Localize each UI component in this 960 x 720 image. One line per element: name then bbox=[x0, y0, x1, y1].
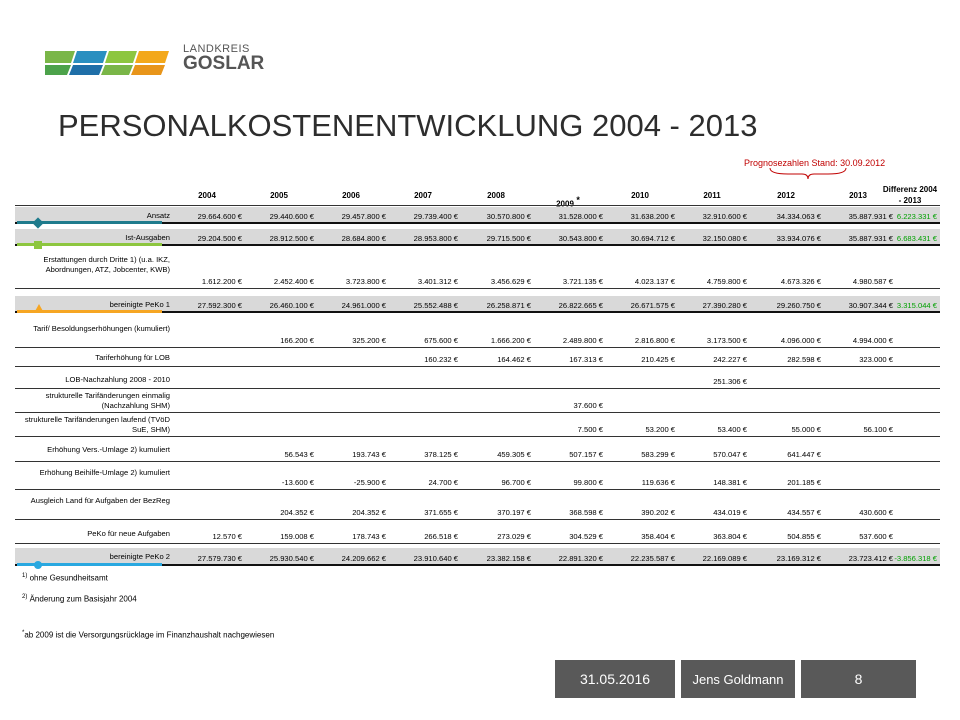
table-cell: 29.260.750 € bbox=[776, 301, 821, 310]
column-header-2010: 2010 bbox=[631, 191, 649, 200]
table-cell: 24.700 € bbox=[428, 478, 458, 487]
row-label: PeKo für neue Aufgaben bbox=[87, 529, 170, 538]
table-cell: 25.552.488 € bbox=[413, 301, 458, 310]
table-cell: 22.891.320 € bbox=[558, 554, 603, 563]
page-title: PERSONALKOSTENENTWICKLUNG 2004 - 2013 bbox=[58, 108, 758, 143]
table-cell: 193.743 € bbox=[352, 450, 386, 459]
table-cell: 390.202 € bbox=[641, 508, 675, 517]
table-cell: 4.673.326 € bbox=[780, 277, 821, 286]
table-row bbox=[15, 437, 940, 462]
table-cell: 29.739.400 € bbox=[413, 212, 458, 221]
table-cell: 12.570 € bbox=[212, 532, 242, 541]
row-label: bereinigte PeKo 1 bbox=[109, 299, 170, 309]
table-cell: 204.352 € bbox=[352, 508, 386, 517]
table-cell: 7.500 € bbox=[577, 425, 603, 434]
table-cell: 370.197 € bbox=[497, 508, 531, 517]
table-row bbox=[15, 492, 940, 520]
footer-author: Jens Goldmann bbox=[681, 660, 795, 698]
logo-line2: GOSLAR bbox=[183, 53, 265, 74]
table-row bbox=[15, 251, 940, 289]
table-top-border bbox=[15, 205, 940, 206]
row-label: bereinigte PeKo 2 bbox=[109, 552, 170, 561]
difference-header-line: - 2013 bbox=[898, 196, 922, 205]
table-cell: 55.000 € bbox=[791, 425, 821, 434]
landkreis-goslar-logo bbox=[45, 41, 265, 81]
table-cell: 160.232 € bbox=[424, 355, 458, 364]
table-cell: 3.723.800 € bbox=[345, 277, 386, 286]
column-header-2013: 2013 bbox=[849, 191, 867, 200]
table-cell: 570.047 € bbox=[713, 450, 747, 459]
table-cell: 53.200 € bbox=[645, 425, 675, 434]
row-label: Ist-Ausgaben bbox=[125, 232, 170, 242]
row-label: strukturelle Tarifänderungen laufend (TVöD SuE, SHM) bbox=[24, 415, 170, 434]
table-cell: 30.570.800 € bbox=[486, 212, 531, 221]
table-cell: 26.460.100 € bbox=[269, 301, 314, 310]
table-cell: 23.910.640 € bbox=[413, 554, 458, 563]
table-cell: 282.598 € bbox=[787, 355, 821, 364]
table-cell: 30.907.344 € bbox=[848, 301, 893, 310]
table-cell: 434.019 € bbox=[713, 508, 747, 517]
difference-cell: -3.856.318 € bbox=[894, 554, 937, 563]
table-cell: 4.096.000 € bbox=[780, 336, 821, 345]
row-label: LOB-Nachzahlung 2008 - 2010 bbox=[65, 375, 170, 384]
row-label: Erhöhung Beihilfe-Umlage 2) kumuliert bbox=[39, 468, 170, 477]
table-cell: 251.306 € bbox=[713, 377, 747, 386]
column-header-2007: 2007 bbox=[414, 191, 432, 200]
table-cell: 325.200 € bbox=[352, 336, 386, 345]
column-header-difference bbox=[879, 184, 941, 206]
table-cell: 35.887.931 € bbox=[848, 212, 893, 221]
table-cell: 266.518 € bbox=[424, 532, 458, 541]
table-cell: 3.456.629 € bbox=[490, 277, 531, 286]
table-cell: 164.462 € bbox=[497, 355, 531, 364]
row-label: Tariferhöhung für LOB bbox=[95, 352, 170, 362]
table-cell: 166.200 € bbox=[280, 336, 314, 345]
table-row bbox=[15, 229, 940, 246]
table-cell: 583.299 € bbox=[641, 450, 675, 459]
table-cell: 3.401.312 € bbox=[417, 277, 458, 286]
table-cell: 27.579.730 € bbox=[197, 554, 242, 563]
row-label: Erhöhung Vers.-Umlage 2) kumuliert bbox=[47, 444, 170, 454]
table-cell: 23.382.158 € bbox=[486, 554, 531, 563]
table-cell: 3.721.135 € bbox=[562, 277, 603, 286]
logo-line1: LANDKREIS bbox=[183, 43, 250, 55]
triangle-marker-icon bbox=[34, 304, 44, 313]
column-header-2006: 2006 bbox=[342, 191, 360, 200]
forecast-note: Prognosezahlen Stand: 30.09.2012 bbox=[744, 158, 886, 168]
table-cell: 23.169.312 € bbox=[776, 554, 821, 563]
table-row bbox=[15, 466, 940, 490]
table-cell: 28.912.500 € bbox=[269, 234, 314, 243]
table-cell: 22.235.587 € bbox=[630, 554, 675, 563]
row-label: Tarif/ Besoldungserhöhungen (kumuliert) bbox=[33, 324, 170, 333]
difference-header-line: Differenz 2004 bbox=[882, 185, 938, 194]
table-cell: 1.666.200 € bbox=[490, 336, 531, 345]
table-cell: 30.694.712 € bbox=[630, 234, 675, 243]
footnote-2: $^{2)}$ Änderung zum Basisjahr 2004 bbox=[22, 594, 137, 604]
table-cell: 368.598 € bbox=[569, 508, 603, 517]
table-cell: 242.227 € bbox=[713, 355, 747, 364]
table-cell: 363.804 € bbox=[713, 532, 747, 541]
table-row bbox=[15, 524, 940, 544]
table-row bbox=[15, 320, 940, 348]
table-cell: 4.023.137 € bbox=[634, 277, 675, 286]
table-cell: 29.715.500 € bbox=[486, 234, 531, 243]
table-cell: 25.930.540 € bbox=[269, 554, 314, 563]
table-cell: 23.723.412 € bbox=[848, 554, 893, 563]
table-cell: 29.440.600 € bbox=[269, 212, 314, 221]
table-row bbox=[15, 389, 940, 413]
table-cell: 378.125 € bbox=[424, 450, 458, 459]
brace-icon bbox=[768, 166, 848, 180]
table-cell: 56.100 € bbox=[863, 425, 893, 434]
table-cell: 204.352 € bbox=[280, 508, 314, 517]
table-cell: 2.452.400 € bbox=[273, 277, 314, 286]
table-cell: 641.447 € bbox=[787, 450, 821, 459]
table-cell: 56.543 € bbox=[284, 450, 314, 459]
table-cell: 26.822.665 € bbox=[558, 301, 603, 310]
table-cell: 4.759.800 € bbox=[706, 277, 747, 286]
table-cell: 430.600 € bbox=[859, 508, 893, 517]
table-row bbox=[15, 548, 940, 566]
table-cell: 148.381 € bbox=[713, 478, 747, 487]
footer-date: 31.05.2016 bbox=[555, 660, 675, 698]
table-cell: 1.612.200 € bbox=[201, 277, 242, 286]
table-cell: 358.404 € bbox=[641, 532, 675, 541]
table-cell: 31.528.000 € bbox=[558, 212, 603, 221]
table-cell: 35.887.931 € bbox=[848, 234, 893, 243]
table-cell: 2.816.800 € bbox=[634, 336, 675, 345]
footer-page-number: 8 bbox=[801, 660, 916, 698]
table-cell: 32.910.600 € bbox=[702, 212, 747, 221]
table-cell: 26.258.871 € bbox=[486, 301, 531, 310]
table-cell: 119.636 € bbox=[641, 478, 675, 487]
column-header-2004: 2004 bbox=[198, 191, 216, 200]
table-cell: 371.655 € bbox=[424, 508, 458, 517]
difference-cell: 3.315.044 € bbox=[896, 301, 937, 310]
table-cell: 507.157 € bbox=[569, 450, 603, 459]
table-cell: 30.543.800 € bbox=[558, 234, 603, 243]
table-cell: 24.209.662 € bbox=[341, 554, 386, 563]
footnote-1: $^{1)}$ ohne Gesundheitsamt bbox=[22, 573, 108, 583]
table-cell: 34.334.063 € bbox=[776, 212, 821, 221]
logo-stripes-icon bbox=[45, 45, 175, 75]
table-cell: 3.173.500 € bbox=[706, 336, 747, 345]
column-header-2008: 2008 bbox=[487, 191, 505, 200]
row-label: Ausgleich Land für Aufgaben der BezReg bbox=[30, 496, 170, 505]
table-cell: 24.961.000 € bbox=[341, 301, 386, 310]
difference-cell: 6.223.331 € bbox=[896, 212, 937, 221]
table-cell: 210.425 € bbox=[641, 355, 675, 364]
row-label: strukturelle Tarifänderungen einmalig (Nachzahlung SHM) bbox=[45, 391, 170, 410]
table-cell: 26.671.575 € bbox=[630, 301, 675, 310]
table-cell: 323.000 € bbox=[859, 355, 893, 364]
column-header-2012: 2012 bbox=[777, 191, 795, 200]
table-cell: 27.592.300 € bbox=[197, 301, 242, 310]
table-cell: 2.489.800 € bbox=[562, 336, 603, 345]
table-cell: 28.953.800 € bbox=[413, 234, 458, 243]
table-row bbox=[15, 296, 940, 313]
table-row bbox=[15, 207, 940, 224]
table-cell: 178.743 € bbox=[352, 532, 386, 541]
table-row bbox=[15, 413, 940, 437]
circle-marker-icon bbox=[34, 561, 42, 569]
table-cell: -25.900 € bbox=[353, 478, 386, 487]
table-cell: 27.390.280 € bbox=[702, 301, 747, 310]
square-marker-icon bbox=[34, 241, 42, 249]
column-header-2011: 2011 bbox=[703, 191, 721, 200]
table-row bbox=[15, 348, 940, 367]
table-cell: 99.800 € bbox=[573, 478, 603, 487]
table-cell: 22.169.089 € bbox=[702, 554, 747, 563]
row-label: Erstattungen durch Dritte 1) (u.a. IKZ, Abordnungen, ATZ, Jobcenter, KWB) bbox=[43, 255, 170, 274]
table-cell: 201.185 € bbox=[787, 478, 821, 487]
footnote-3: *ab 2009 ist die Versorgungsrücklage im Finanzhaushalt nachgewiesen bbox=[22, 630, 275, 640]
table-cell: 4.994.000 € bbox=[852, 336, 893, 345]
table-cell: 304.529 € bbox=[569, 532, 603, 541]
table-cell: 434.557 € bbox=[787, 508, 821, 517]
table-cell: 504.855 € bbox=[787, 532, 821, 541]
table-cell: 28.684.800 € bbox=[341, 234, 386, 243]
table-cell: -13.600 € bbox=[281, 478, 314, 487]
table-cell: 167.313 € bbox=[569, 355, 603, 364]
table-cell: 675.600 € bbox=[424, 336, 458, 345]
table-cell: 29.204.500 € bbox=[197, 234, 242, 243]
table-cell: 96.700 € bbox=[501, 478, 531, 487]
table-cell: 29.664.600 € bbox=[197, 212, 242, 221]
column-header-2005: 2005 bbox=[270, 191, 288, 200]
table-cell: 29.457.800 € bbox=[341, 212, 386, 221]
table-cell: 159.008 € bbox=[280, 532, 314, 541]
row-label: Ansatz bbox=[146, 210, 170, 220]
table-cell: 537.600 € bbox=[859, 532, 893, 541]
table-cell: 37.600 € bbox=[573, 401, 603, 410]
table-cell: 459.305 € bbox=[497, 450, 531, 459]
table-cell: 53.400 € bbox=[717, 425, 747, 434]
table-cell: 33.934.076 € bbox=[776, 234, 821, 243]
column-header-2009: * bbox=[573, 195, 580, 205]
difference-cell: 6.683.431 € bbox=[896, 234, 937, 243]
table-cell: 31.638.200 € bbox=[630, 212, 675, 221]
table-cell: 4.980.587 € bbox=[852, 277, 893, 286]
table-cell: 273.029 € bbox=[497, 532, 531, 541]
table-row bbox=[15, 371, 940, 389]
table-cell: 32.150.080 € bbox=[702, 234, 747, 243]
